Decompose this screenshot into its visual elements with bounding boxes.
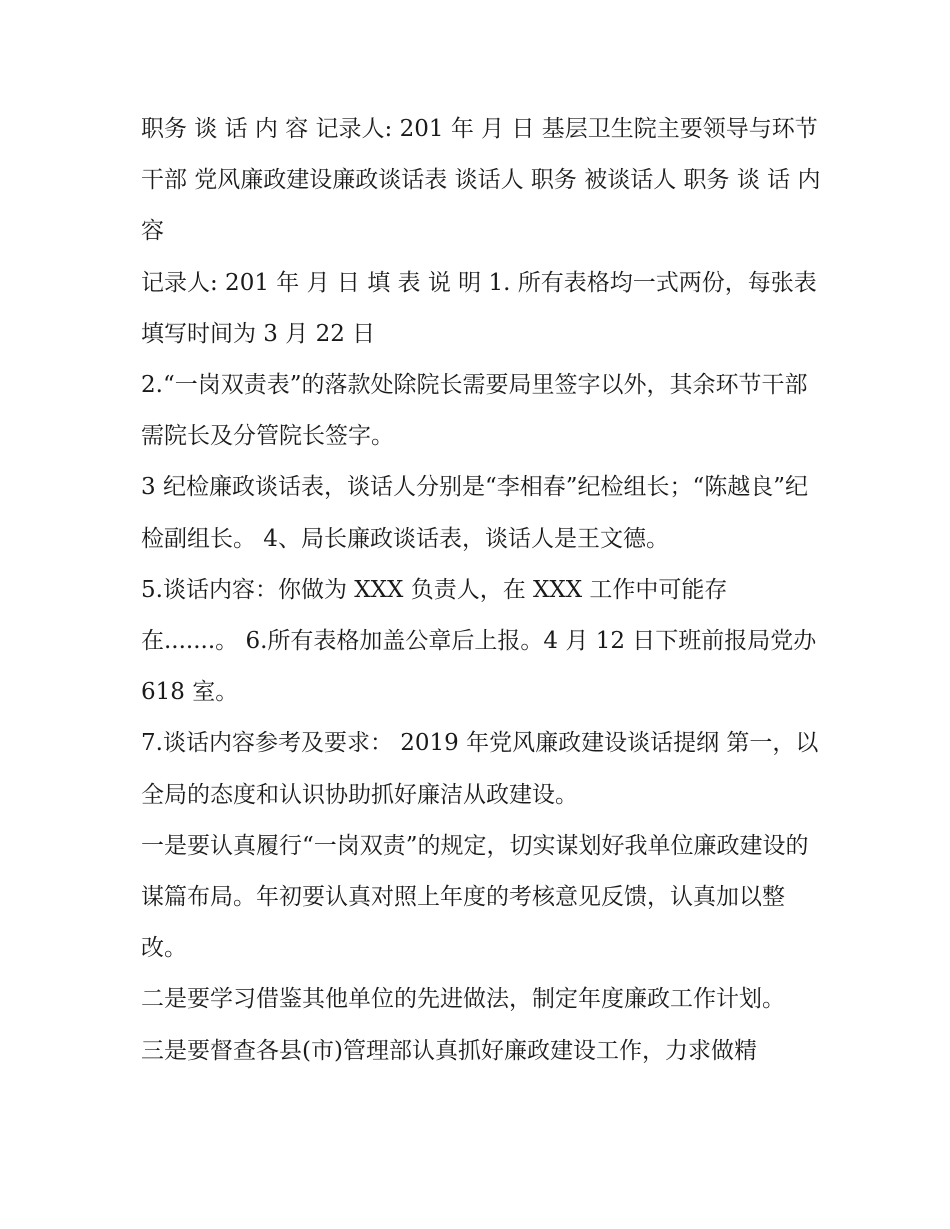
paragraph-5: 5.谈话内容：你做为 XXX 负责人，在 XXX 工作中可能存在.......。 6.所有表格加盖公章后上报。4 月 12 日下班前报局党办 618 室。 xyxy=(141,576,817,706)
paragraph-2: 记录人: 201 年 月 日 填 表 说 明 1. 所有表格均一式两份，每张表填写时间为 3 月 22 日 xyxy=(141,269,817,347)
paragraph-4: 3 纪检廉政谈话表，谈话人分别是“李相春”纪检组长；“陈越良”纪检副组长。 4、局长廉政谈话表，谈话人是王文德。 xyxy=(141,474,808,552)
paragraph-3: 2.“一岗双责表”的落款处除院长需要局里签字以外，其余环节干部需院长及分管院长签字。 xyxy=(141,372,808,450)
paragraph-8: 二是要学习借鉴其他单位的先进做法，制定年度廉政工作计划。 xyxy=(141,986,785,1013)
paragraph-6: 7.谈话内容参考及要求： 2019 年党风廉政建设谈话提纲 第一，以全局的态度和认识协助抓好廉洁从政建设。 xyxy=(141,730,819,808)
paragraph-7: 一是要认真履行“一岗双责”的规定，切实谋划好我单位廉政建设的谋篇布局。年初要认真对照上年度的考核意见反馈，认真加以整改。 xyxy=(141,832,809,962)
paragraph-9: 三是要督查各县(市)管理部认真抓好廉政建设工作，力求做精 xyxy=(141,1037,757,1064)
document-body xyxy=(141,104,821,1077)
paragraph-1: 职务 谈 话 内 容 记录人: 201 年 月 日 基层卫生院主要领导与环节干部 党风廉政建设廉政谈话表 谈话人 职务 被谈话人 职务 谈 话 内 容 xyxy=(141,116,821,245)
